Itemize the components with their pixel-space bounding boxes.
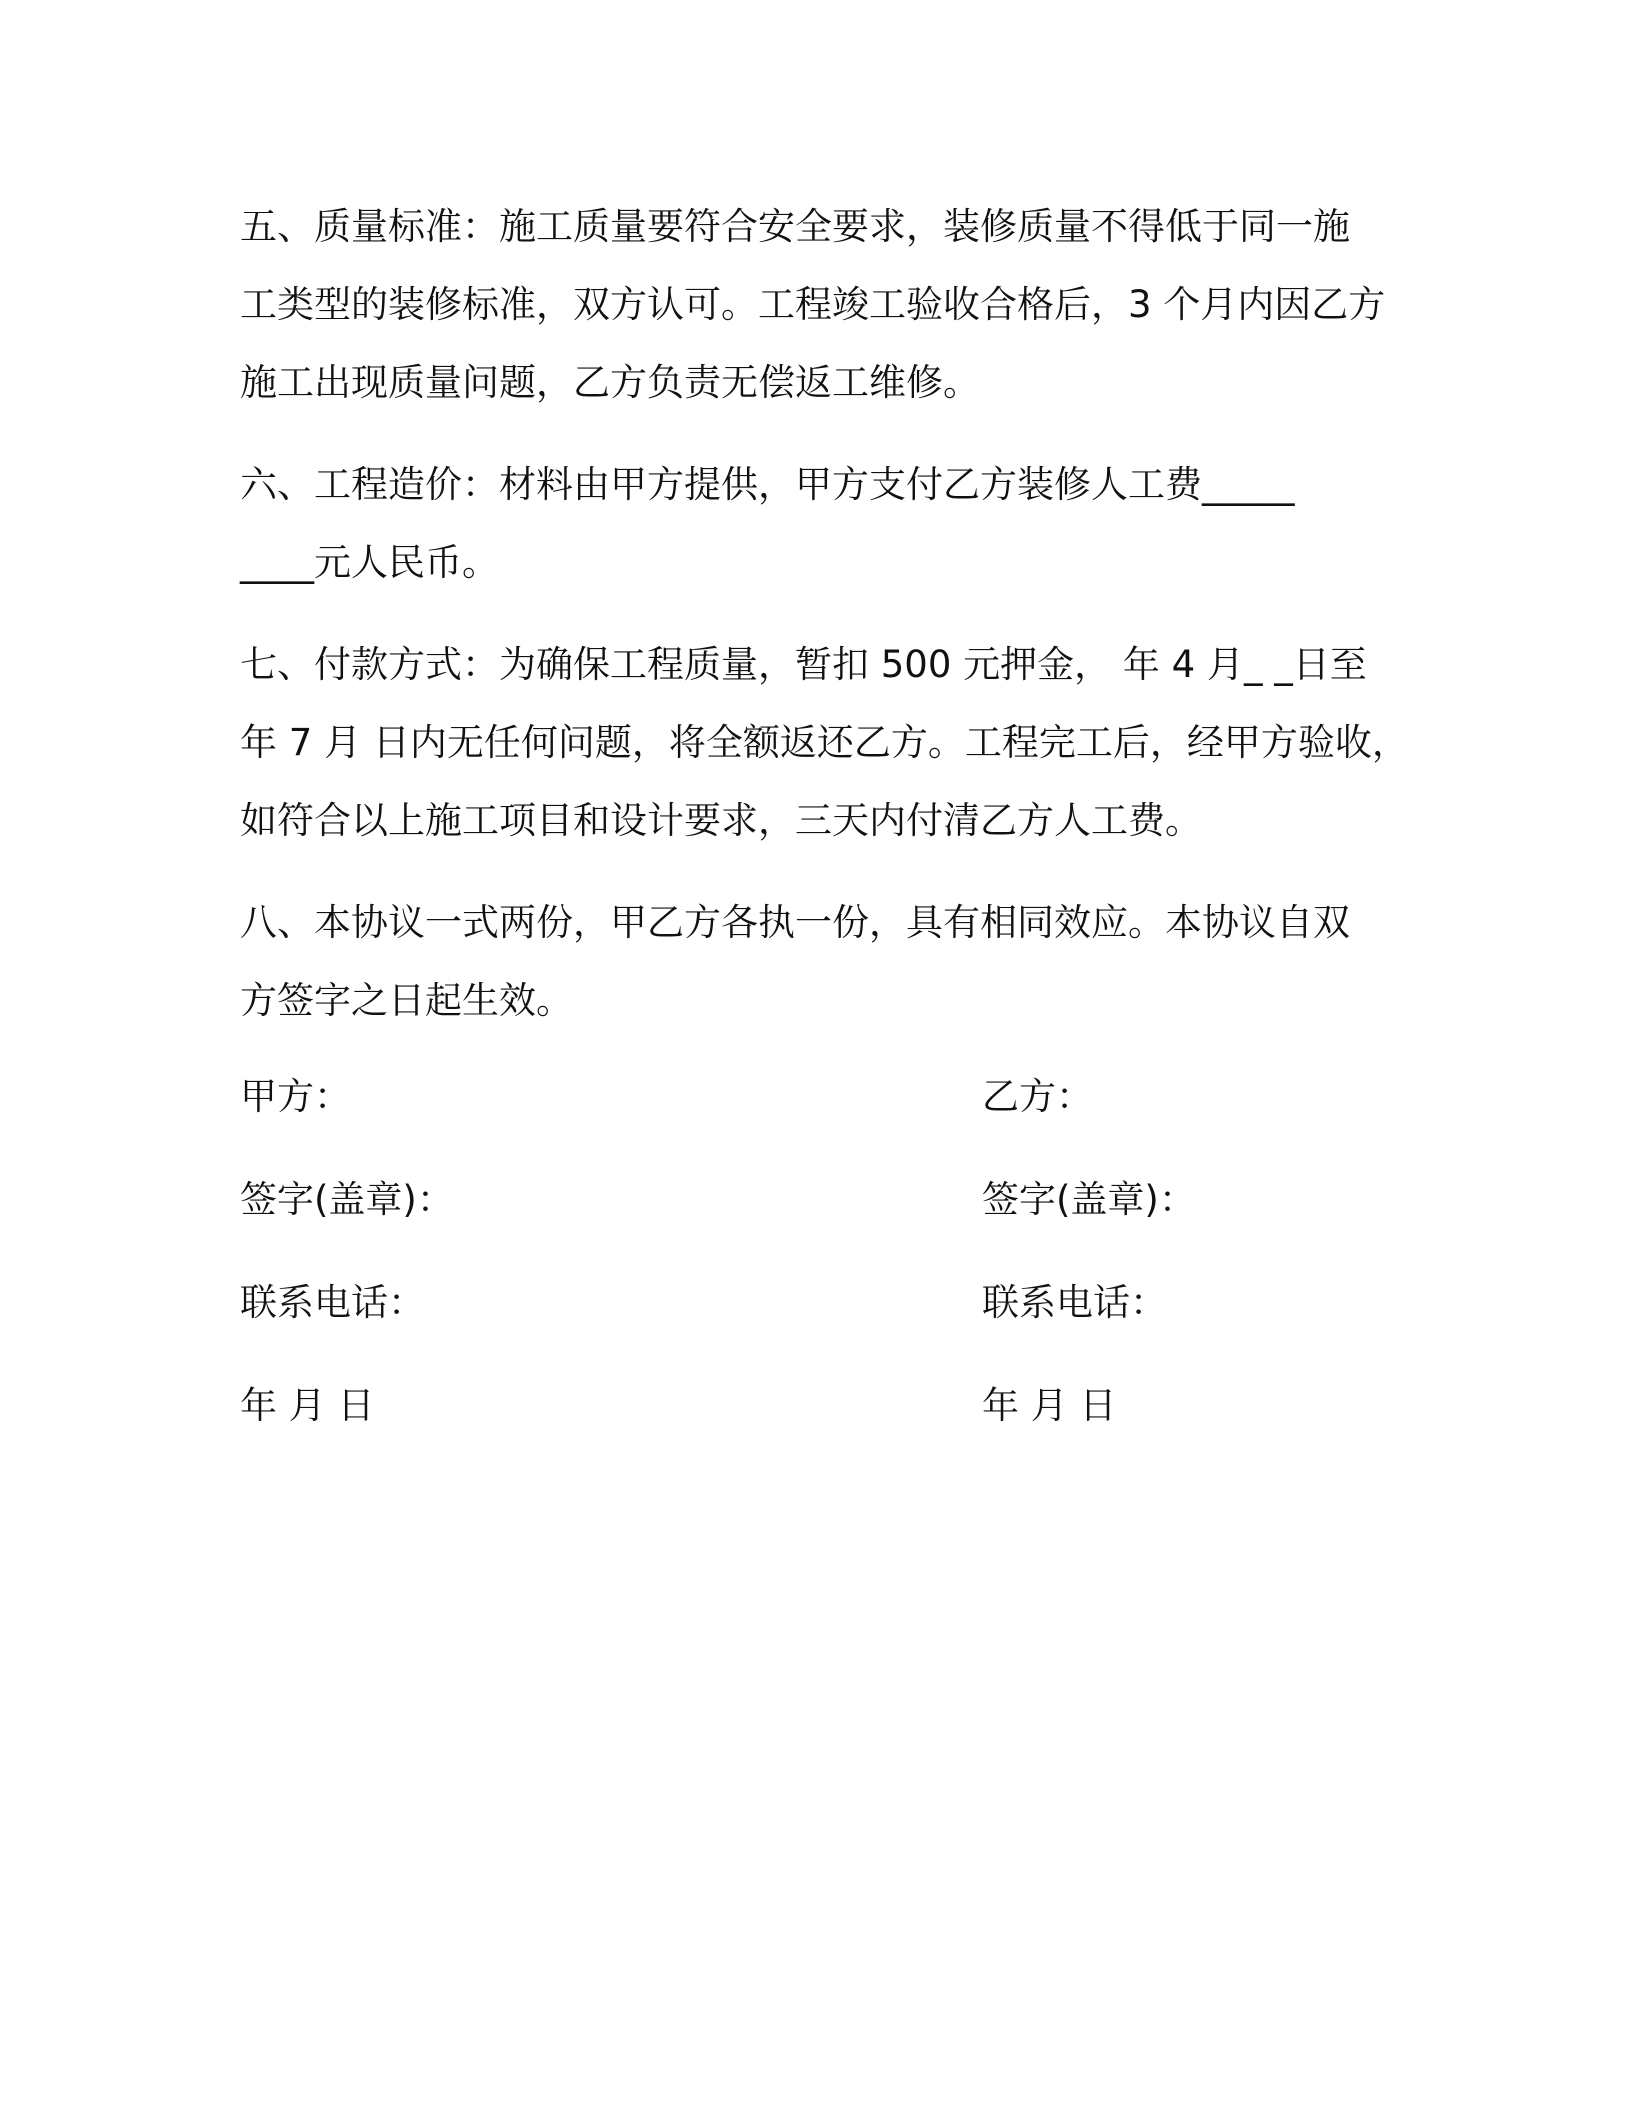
- clause-payment-method: [240, 626, 1409, 860]
- signature-row-party: [240, 1058, 1400, 1161]
- clause-copies-effect: [240, 884, 1400, 1040]
- clause-line: 七、付款方式：为确保工程质量，暂扣 500 元押金， 年 4 月_ _日至: [240, 643, 1367, 686]
- clause-project-cost: [240, 446, 1400, 602]
- clause-line: 如符合以上施工项目和设计要求，三天内付清乙方人工费。: [240, 799, 1202, 842]
- clause-line: 施工出现质量问题，乙方负责无偿返工维修。: [240, 361, 980, 404]
- contract-clauses: [240, 188, 1409, 1064]
- party-a-date-label: 年 月 日: [240, 1384, 375, 1427]
- party-a-phone-label: 联系电话：: [240, 1281, 425, 1324]
- party-a-label: 甲方：: [240, 1075, 351, 1118]
- clause-line: 六、工程造价：材料由甲方提供，甲方支付乙方装修人工费_____: [240, 463, 1295, 506]
- signature-row-phone: [240, 1264, 1400, 1367]
- party-b-date-label: 年 月 日: [982, 1384, 1117, 1427]
- clause-line: 年 7 月 日内无任何问题，将全额返还乙方。工程完工后，经甲方验收，: [240, 721, 1409, 764]
- clause-quality-standard: [240, 188, 1400, 422]
- clause-line: 工类型的装修标准，双方认可。工程竣工验收合格后，3 个月内因乙方: [240, 283, 1386, 326]
- clause-line: 五、质量标准：施工质量要符合安全要求，装修质量不得低于同一施: [240, 205, 1350, 248]
- clause-line: 八、本协议一式两份，甲乙方各执一份，具有相同效应。本协议自双: [240, 901, 1350, 944]
- party-b-phone-label: 联系电话：: [982, 1281, 1167, 1324]
- signature-row-sign: [240, 1161, 1400, 1264]
- clause-line: ____元人民币。: [240, 541, 499, 584]
- signature-block: [240, 1058, 1400, 1470]
- party-a-sign-label: 签字(盖章)：: [240, 1178, 454, 1221]
- signature-row-date: [240, 1367, 1400, 1470]
- clause-line: 方签字之日起生效。: [240, 979, 573, 1022]
- party-b-sign-label: 签字(盖章)：: [982, 1178, 1196, 1221]
- party-b-label: 乙方：: [982, 1075, 1093, 1118]
